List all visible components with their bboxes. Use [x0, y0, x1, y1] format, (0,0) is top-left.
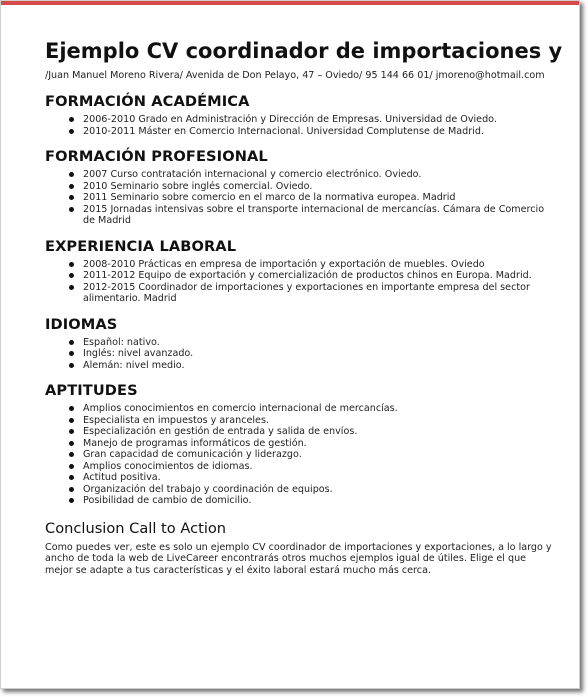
conclusion-text: Como puedes ver, este es solo un ejemplo CV coordinador de importaciones y exportaciones, a lo largo y ancho de toda la web de LiveCareer encontrarás otros muchos ejemplos igual de útiles. Elige el que mejor se adapte a tus características y el éxito laboral estará mucho más cerca.	[45, 541, 552, 577]
accent-bar	[1, 1, 579, 5]
list-item: 2010-2011 Máster en Comercio Internacional. Universidad Complutense de Madrid.	[69, 126, 555, 138]
list-item: 2015 Jornadas intensivas sobre el transporte internacional de mercancías. Cámara de Comercio de Madrid	[69, 204, 555, 227]
contact-info: /Juan Manuel Moreno Rivera/ Avenida de Don Pelayo, 47 – Oviedo/ 95 144 66 01/ jmoreno@hotmail.com	[45, 70, 545, 81]
list-item: Amplios conocimientos en comercio internacional de mercancías.	[69, 403, 555, 415]
section-heading: IDIOMAS	[45, 315, 118, 333]
list-item: Inglés: nivel avanzado.	[69, 348, 555, 360]
list-item: Especialización en gestión de entrada y salida de envíos.	[69, 426, 555, 438]
list-item: 2012-2015 Coordinador de importaciones y exportaciones en importante empresa del sector alimentario. Madrid	[69, 282, 555, 305]
list-item: 2008-2010 Prácticas en empresa de importación y exportación de muebles. Oviedo	[69, 259, 555, 271]
section-list	[45, 169, 555, 227]
section-heading: APTITUDES	[45, 382, 138, 399]
list-item: Actitud positiva.	[69, 472, 555, 484]
section-formacion-academica	[45, 92, 555, 137]
list-item: Organización del trabajo y coordinación de equipos.	[69, 484, 555, 496]
list-item: Alemán: nivel medio.	[69, 360, 555, 372]
section-conclusion	[45, 519, 555, 577]
list-item: Amplios conocimientos de idiomas.	[69, 461, 555, 473]
list-item: Manejo de programas informáticos de gestión.	[69, 438, 555, 450]
list-item: Especialista en impuestos y aranceles.	[69, 415, 555, 427]
section-idiomas	[45, 315, 555, 372]
list-item: 2007 Curso contratación internacional y comercio electrónico. Oviedo.	[69, 169, 555, 181]
list-item: Posibilidad de cambio de domicilio.	[69, 495, 555, 507]
section-aptitudes	[45, 381, 555, 507]
list-item: 2011-2012 Equipo de exportación y comercialización de productos chinos en Europa. Madrid.	[69, 270, 555, 282]
section-heading: FORMACIÓN PROFESIONAL	[45, 148, 268, 165]
section-list	[45, 114, 555, 137]
list-item: 2006-2010 Grado en Administración y Dirección de Empresas. Universidad de Oviedo.	[69, 114, 555, 126]
section-list	[45, 403, 555, 507]
section-formacion-profesional	[45, 147, 555, 227]
section-heading: FORMACIÓN ACADÉMICA	[45, 93, 250, 110]
list-item: 2011 Seminario sobre comercio en el marco de la normativa europea. Madrid	[69, 192, 555, 204]
section-heading: EXPERIENCIA LABORAL	[45, 237, 237, 255]
section-heading: Conclusion Call to Action	[45, 519, 227, 537]
section-experiencia-laboral	[45, 237, 555, 305]
section-list	[45, 337, 555, 372]
list-item: 2010 Seminario sobre inglés comercial. Oviedo.	[69, 181, 555, 193]
section-list	[45, 259, 555, 305]
list-item: Gran capacidad de comunicación y liderazgo.	[69, 449, 555, 461]
resume-content	[45, 37, 563, 577]
list-item: Español: nativo.	[69, 337, 555, 349]
resume-title: Ejemplo CV coordinador de importaciones y	[45, 39, 563, 63]
